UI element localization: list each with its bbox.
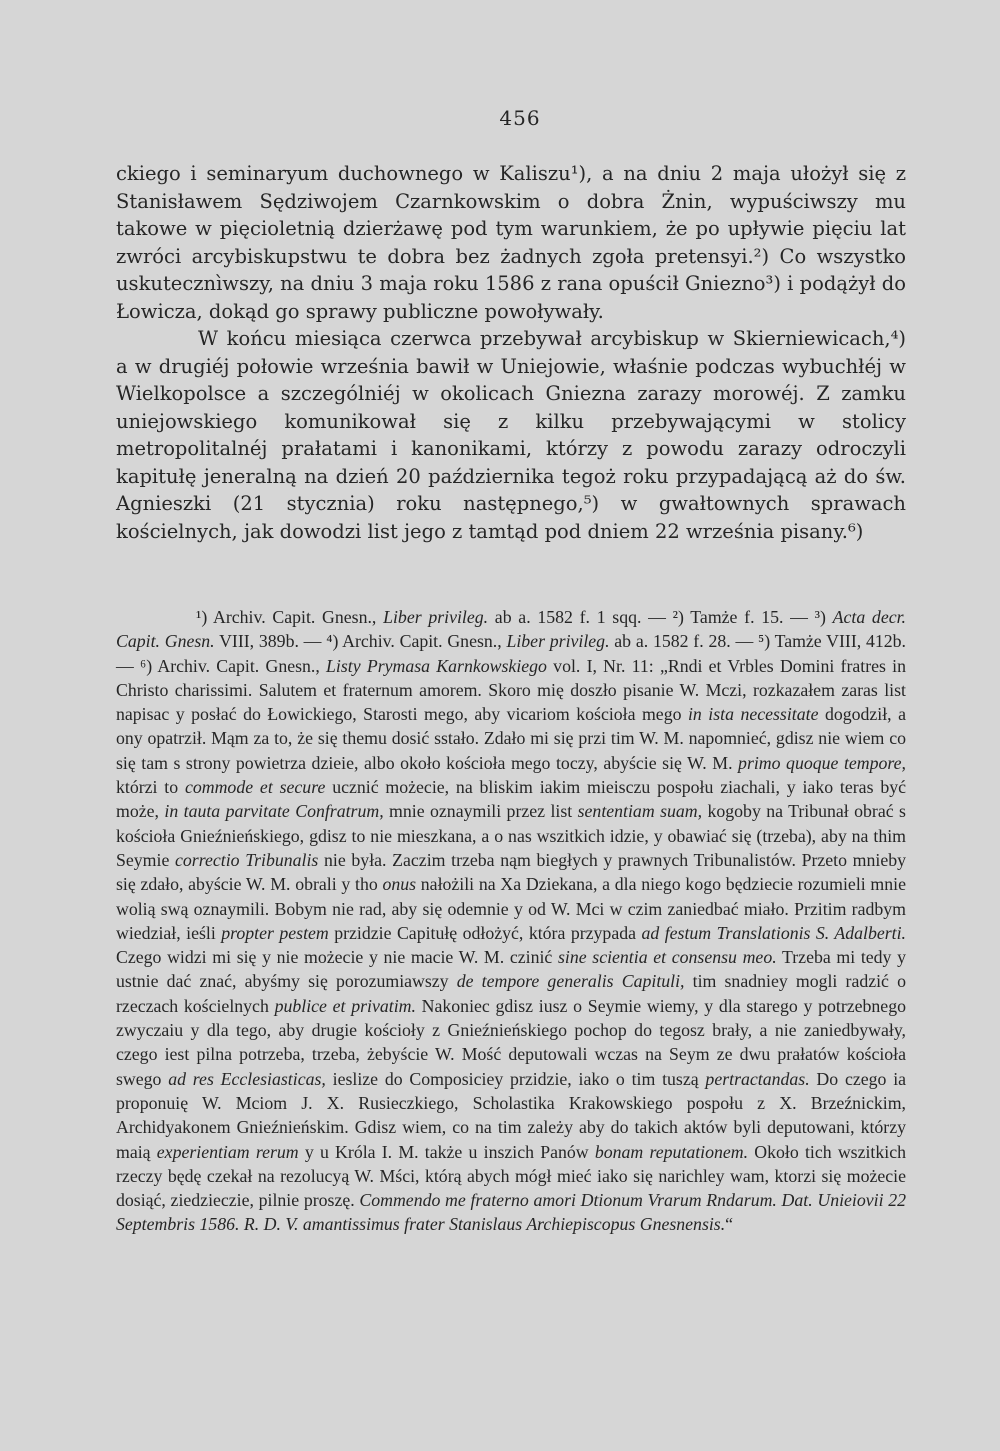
footnote-text: Do czego ia proponuię W. Mciom J. X. Rusieczkiego, Scholastika Krakowskiego pospołu z X. Brzeźnickim, Archidyakonem Gnieźnieńskim. Gdisz wiem, co na tim zależy aby do takich aktów byli deputowani, którzy maią	[116, 1068, 907, 1162]
footnote-italic-text: Liber privileg.	[383, 607, 489, 627]
footnote-text: dogodził, a ony opatrził. Mąm za to, że się themu dosić sstało. Zdało mi się przi tim W. M. napomnieć, gdisz nie wiem co się tam s strony powietrza dzieie, albo około kościoła mego toczy, abyście się W. M.	[116, 704, 906, 773]
footnote-italic-text: commode et secure	[184, 777, 326, 798]
footnote-text: Czego widzi mi się y nie możecie y nie macie W. M. czinić	[116, 947, 558, 968]
footnote-italic-text: experientiam rerum	[156, 1141, 299, 1162]
footnote-text: którzi to	[116, 777, 185, 798]
footnote-text: ab a. 1582 f. 1 sqq. — ²) Tamże f. 15. — ³)	[488, 607, 833, 627]
footnote-italic-text: pertractandas.	[705, 1068, 810, 1089]
footnote-italic-text: propter pestem	[221, 922, 329, 943]
footnote-italic-text: sententiam suam,	[577, 801, 703, 822]
footnote-italic-text: Liber privileg.	[506, 631, 610, 652]
footnote-text: przidzie Capitułę odłożyć, która przypada	[328, 922, 642, 943]
footnote-italic-text: Commendo me fraterno amori Dtionum Vrarum Rndarum. Dat. Unieiovii 22 Septembris 1586. R. D. V. amantissimus frater Stanislaus Archiepiscopus Gnesnensis.	[116, 1190, 906, 1235]
page-number: 456	[499, 106, 541, 130]
footnote-italic-text: de tempore generalis Capituli,	[456, 971, 685, 992]
footnote-text: Około tich wszitkich rzeczy będę czekał na rezolucyą W. Mści, którą abych mógł mieć iako się narichley wam, ktorzi się możecie dosiąć, ziedzieczie, pilnie proszę.	[116, 1141, 906, 1211]
footnote-italic-text: in tauta parvitate Confratrum,	[164, 801, 384, 822]
body-paragraph-2: W końcu miesiąca czerwca przebywał arcybiskup w Skierniewicach,⁴) a w drugiéj połowie września bawił w Uniejowie, właśnie podczas wybuchłéj w Wielkopolsce a szczególniéj w okolicach Gniezna zarazy morowéj. Z zamku uniejowskiego komunikował się z kilku przebywającymi w stolicy metropolitalnéj prałatami i kanonikami, którzy z powodu zarazy odroczyli kapitułę jeneralną na dzień 20 października tegoż roku przypadającą aż do św. Agnieszki (21 stycznia) roku następnego,⁵) w gwałtownych sprawach kościelnych, jak dowodzi list jego z tamtąd pod dniem 22 września pisany.⁶)	[116, 327, 906, 543]
footnote-italic-text: ad res Ecclesiasticas,	[168, 1068, 326, 1089]
footnote-text: mnie oznaymili przez list	[383, 801, 578, 822]
main-text	[116, 160, 906, 545]
footnote-italic-text: correctio Tribunalis	[175, 849, 319, 870]
footnote-text: Nakoniec gdisz iusz o Seymie wiemy, y dla starego y potrzebnego zwyczaiu y dla tego, aby drugie kościoły z Gnieźnieńskiego pochop do tegosz brały, a nie zaniedbywały, czego iest pilna potrzeba, trzeba, żebyście W. Mość deputowali wczas na Seym ze dwu prałatów kościoła swego	[116, 995, 906, 1089]
footnote-text: ucznić możecie, na bliskim iakim mieisczu pospołu ziachali, y iako teras być może,	[116, 777, 907, 822]
footnote-italic-text: onus	[382, 874, 417, 895]
footnote-text: ¹) Archiv. Capit. Gnesn.,	[196, 607, 384, 627]
footnote-italic-text: Acta decr. Capit. Gnesn.	[116, 607, 906, 652]
footnote-text: ab a. 1582 f. 28. — ⁵) Tamże VIII, 412b. — ⁶) Archiv. Capit. Gnesn.,	[116, 631, 906, 676]
body-paragraph-1: ckiego i seminaryum duchownego w Kaliszu¹), a na dniu 2 maja ułożył się z Stanisławem Sędziwojem Czarnkowskim o dobra Żnin, wypuściwszy mu takowe w pięcioletnią dzierżawę pod tym warunkiem, że po upływie pięciu lat zwróci arcybiskupstwu te dobra bez żadnych zgoła pretensyi.²) Co wszystko uskutecznìwszy, na dniu 3 maja roku 1586 z rana opuścił Gniezno³) i podążył do Łowicza, dokąd go sprawy publiczne powoływały.	[116, 162, 906, 323]
footnote-text: tim snadniey mogli radzić o rzeczach kościelnych	[116, 971, 906, 1016]
footnote-text: vol. I, Nr. 11: „Rndi et Vrbles Domini fratres in Christo charissimi. Salutem et fraternum amorem. Skoro mię doszło pisanie W. Mczi, rozkazałem zaras list napisac y posłać do Łowickiego, Starosti mego, aby vicariom kościoła mego	[116, 655, 906, 725]
footnote-text: y u Króla I. M. także u inszich Panów	[298, 1141, 595, 1162]
footnote-italic-text: sine scientia et consensu meo.	[557, 947, 777, 968]
footnote-text: Trzeba mi tedy y ustnie dać znać, abyśmy się porozumiawszy	[116, 947, 907, 992]
footnote-text: ieslize do Composiciey przidzie, iako o tim tuszą	[325, 1068, 706, 1089]
footnote-italic-text: ad festum Translationis S. Adalberti.	[641, 922, 906, 943]
footnote-italic-text: bonam reputationem.	[594, 1141, 749, 1162]
footnote-text: nałożili na Xa Dziekana, a dla niego kogo będziecie rozumieli mnie wolią swą oznaymili. Bobym nie rad, aby się odemnie y od W. Mci w czim zaniedbać miało. Przitim radbym wiedział, ieśli	[116, 874, 906, 943]
footnote-italic-text: publice et privatim.	[274, 995, 416, 1016]
footnote-text: VIII, 389b. — ⁴) Archiv. Capit. Gnesn.,	[214, 631, 507, 652]
footnote-italic-text: in ista necessitate	[687, 704, 819, 725]
footnotes-paragraph	[116, 605, 906, 1237]
footnote-text: nie była. Zaczim trzeba nąm biegłych y prawnych Tribunalistów. Przeto mnieby się zdało, abyście W. M. obrali y tho	[116, 849, 907, 895]
footnotes	[116, 605, 906, 1237]
footnote-italic-text: Listy Prymasa Karnkowskiego	[326, 655, 547, 676]
footnote-italic-text: primo quoque tempore,	[738, 752, 906, 773]
footnote-text: “	[725, 1214, 734, 1235]
footnote-text: kogoby na Tribunał obrać s kościoła Gnieźnieńskiego, gdisz to nie mieszkana, a o nas wszitkich idzie, y obawiać się (trzeba), aby na thim Seymie	[116, 801, 906, 870]
